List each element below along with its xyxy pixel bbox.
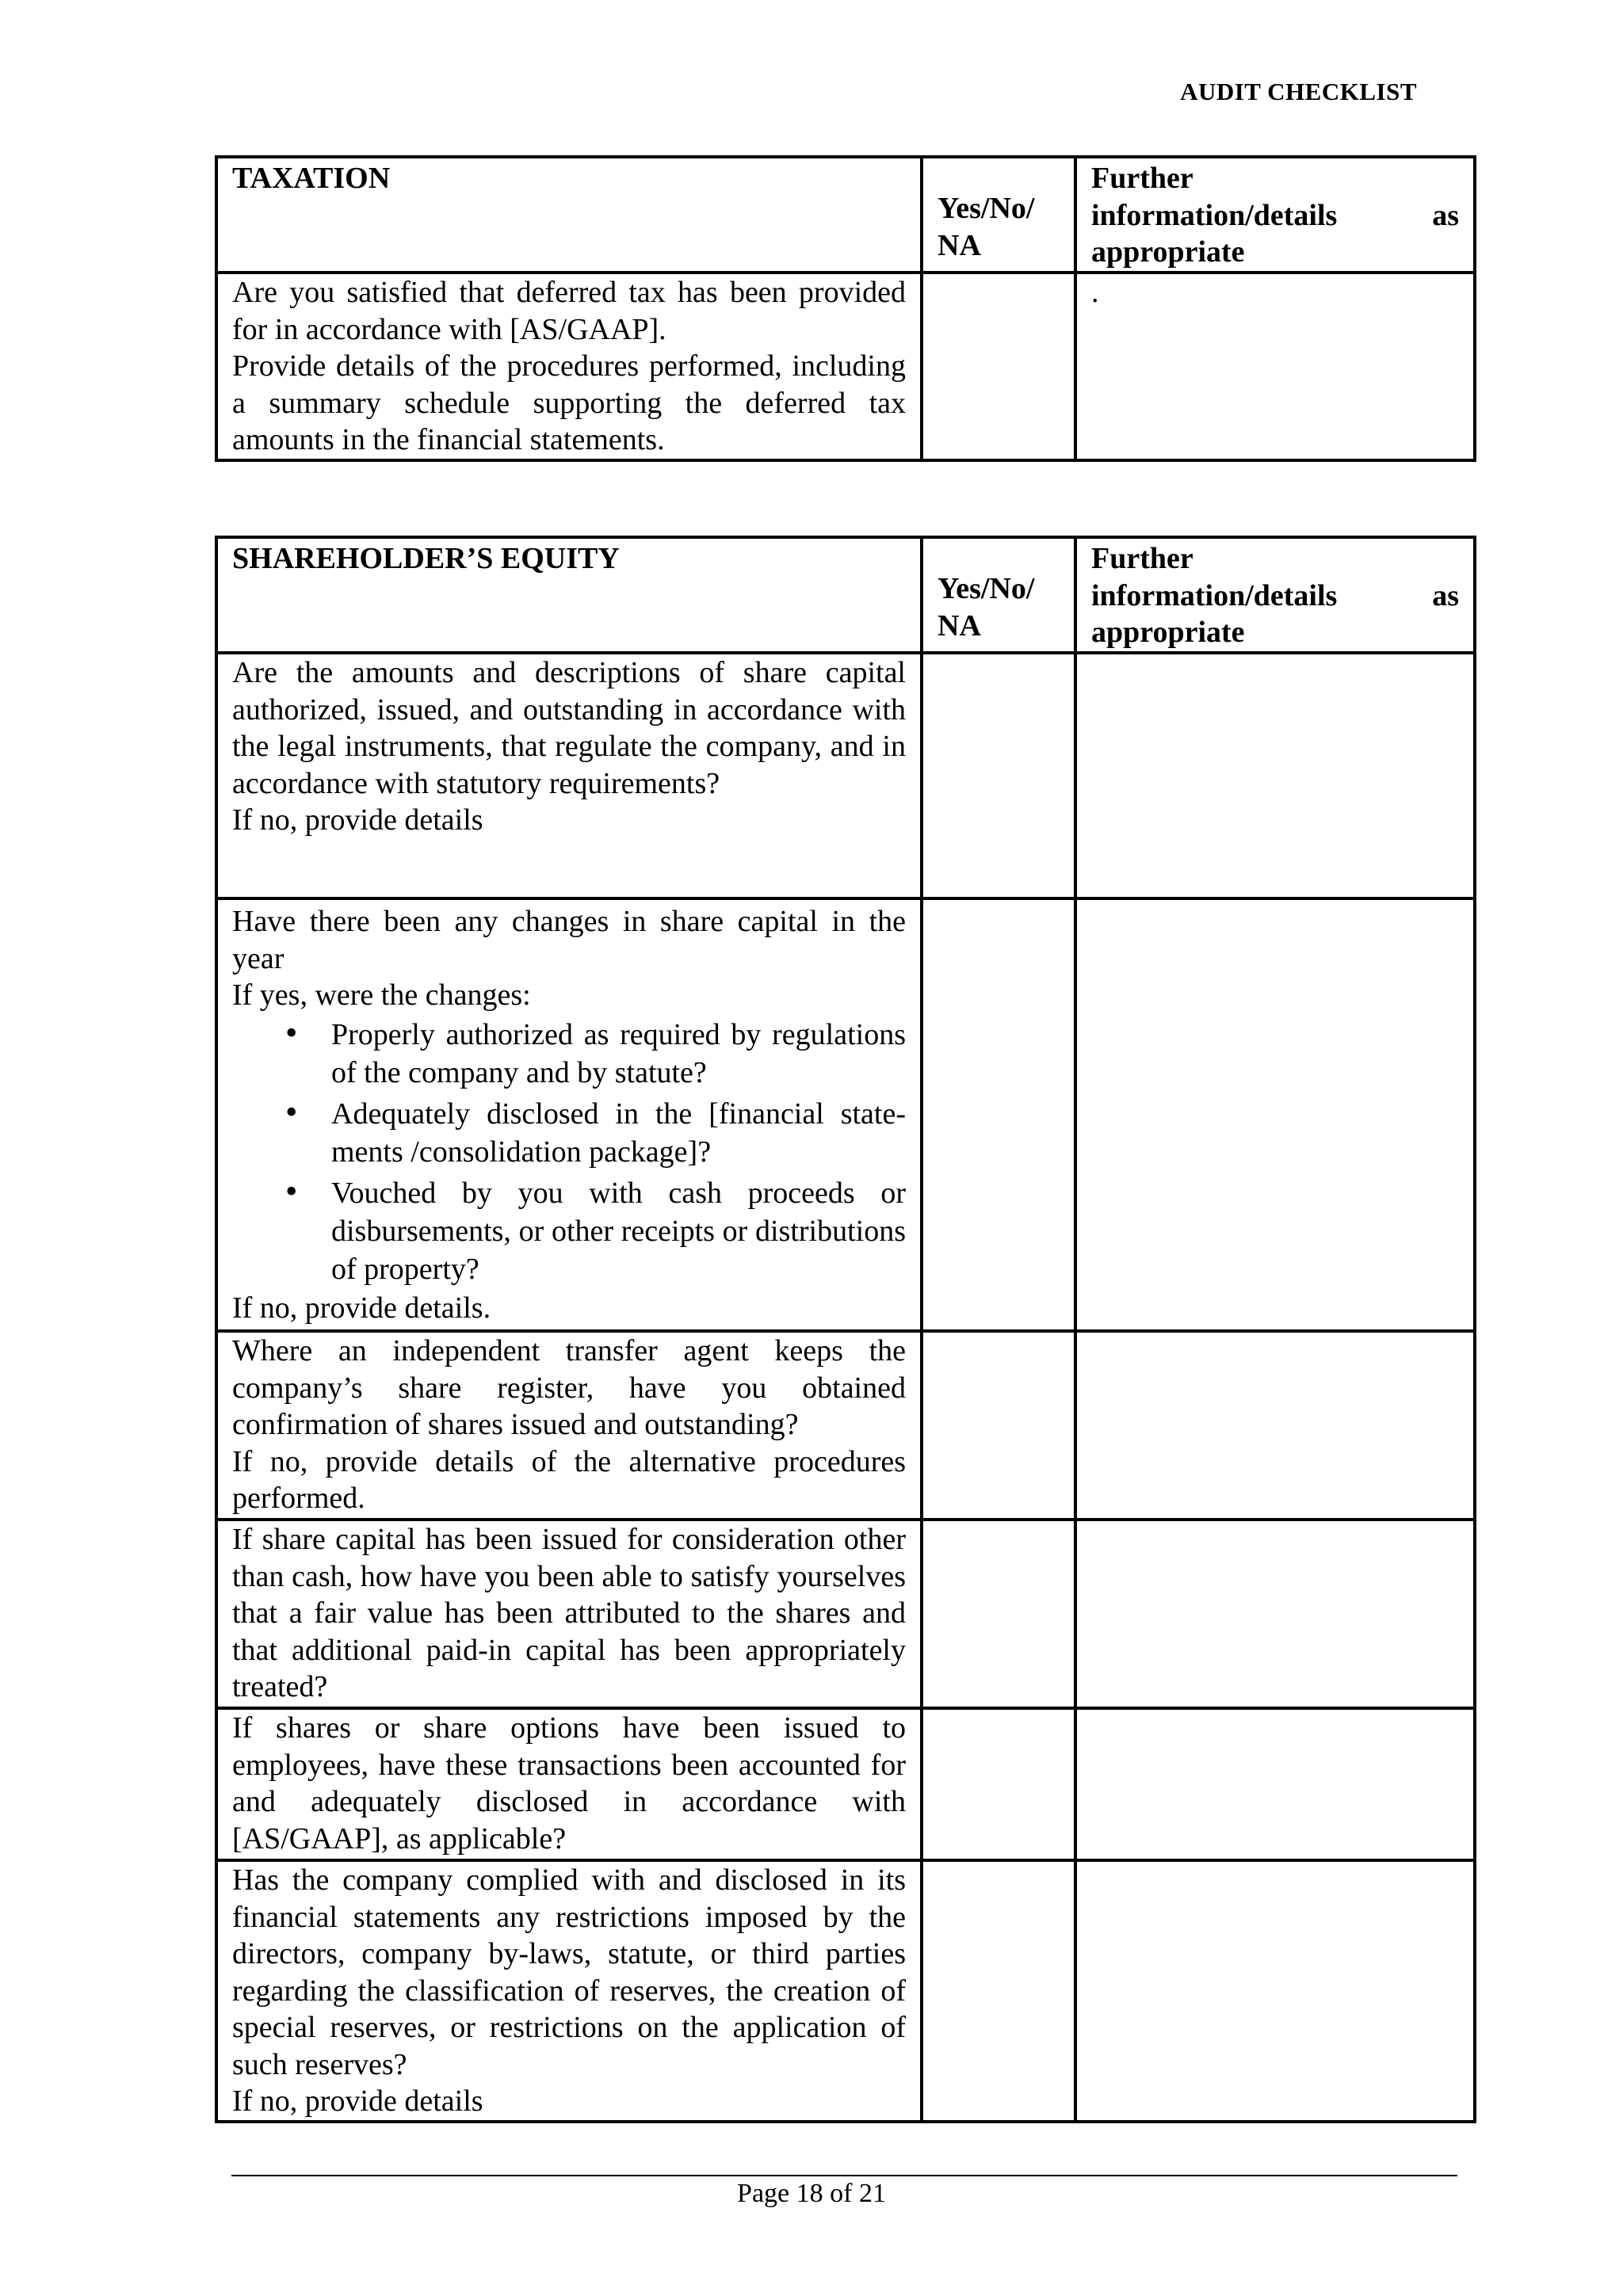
list-item: • Vouched by you with cash proceeds or disbursements, or other receipts or distributions of property? — [331, 1173, 906, 1290]
answer-cell[interactable] — [922, 1708, 1075, 1860]
table-row — [216, 1331, 1475, 1520]
answer-cell[interactable] — [922, 1520, 1075, 1708]
question-cell: Have there been any changes in share capital in the year If yes, were the changes: • Properly authorized as required by regulations of the company and by statute? • Adequately disclosed in the [financial statements /consolidation package]? • Vouched by you with cash proceeds or disbursements, or other receipts or distributions of property? If no, provide details. — [216, 898, 922, 1331]
equity-table — [215, 536, 1476, 2123]
answer-cell[interactable] — [922, 898, 1075, 1331]
table-row — [216, 1860, 1475, 2122]
question-cell: Are you satisfied that deferred tax has been provided for in accordance with [AS/GAAP]. Provide details of the procedures performed, including a summary schedule supporting the deferred tax amounts in the financial statements. — [216, 273, 922, 460]
details-cell[interactable]: . — [1075, 273, 1475, 460]
further-info-header: Further information/details as appropriate — [1075, 537, 1475, 653]
question-cell: If shares or share options have been issued to employees, have these transactions been accounted for and adequately disclosed in accordance with [AS/GAAP], as applicable? — [216, 1708, 922, 1860]
question-cell: Where an independent transfer agent keeps the company’s share register, have you obtained confirmation of shares issued and outstanding? If no, provide details of the alternative procedures performed. — [216, 1331, 922, 1520]
section-title: TAXATION — [216, 157, 922, 273]
further-info-header: Further information/details as appropriate — [1075, 157, 1475, 273]
details-cell[interactable] — [1075, 653, 1475, 898]
taxation-header-row — [216, 157, 1475, 273]
answer-cell[interactable] — [922, 653, 1075, 898]
question-cell: If share capital has been issued for consideration other than cash, how have you been able to satisfy yourselves that a fair value has been attributed to the shares and that additional paid-in capital has been appropriately treated? — [216, 1520, 922, 1708]
footer-divider — [231, 2175, 1457, 2176]
list-item: • Properly authorized as required by regulations of the company and by statute? — [331, 1014, 906, 1093]
list-item: • Adequately disclosed in the [financial statements /consolidation package]? — [331, 1093, 906, 1173]
answer-cell[interactable] — [922, 1331, 1075, 1520]
details-cell[interactable] — [1075, 1331, 1475, 1520]
table-row — [216, 273, 1475, 460]
yes-no-header: Yes/No/ NA — [922, 537, 1075, 653]
section-title: SHAREHOLDER’S EQUITY — [216, 537, 922, 653]
table-row — [216, 1520, 1475, 1708]
document-header-title: AUDIT CHECKLIST — [1180, 78, 1417, 105]
details-cell[interactable] — [1075, 1708, 1475, 1860]
table-row — [216, 898, 1475, 1331]
answer-cell[interactable] — [922, 1860, 1075, 2122]
details-cell[interactable] — [1075, 898, 1475, 1331]
question-cell: Has the company complied with and disclosed in its financial statements any restrictions imposed by the directors, company by-laws, statute, or third parties regarding the classification of reserves, the creation of special reserves, or restrictions on the application of such reserves? If no, provide details — [216, 1860, 922, 2122]
details-cell[interactable] — [1075, 1520, 1475, 1708]
table-row — [216, 653, 1475, 898]
question-cell: Are the amounts and descriptions of share capital authorized, issued, and outstanding in accordance with the legal instruments, that regulate the company, and in accordance with statutory requirements? If no, provide details — [216, 653, 922, 898]
equity-header-row — [216, 537, 1475, 653]
answer-cell[interactable] — [922, 273, 1075, 460]
yes-no-header: Yes/No/ NA — [922, 157, 1075, 273]
bullet-list — [232, 1014, 906, 1290]
table-row — [216, 1708, 1475, 1860]
details-cell[interactable] — [1075, 1860, 1475, 2122]
page-number: Page 18 of 21 — [737, 2179, 886, 2208]
taxation-table — [215, 155, 1476, 462]
